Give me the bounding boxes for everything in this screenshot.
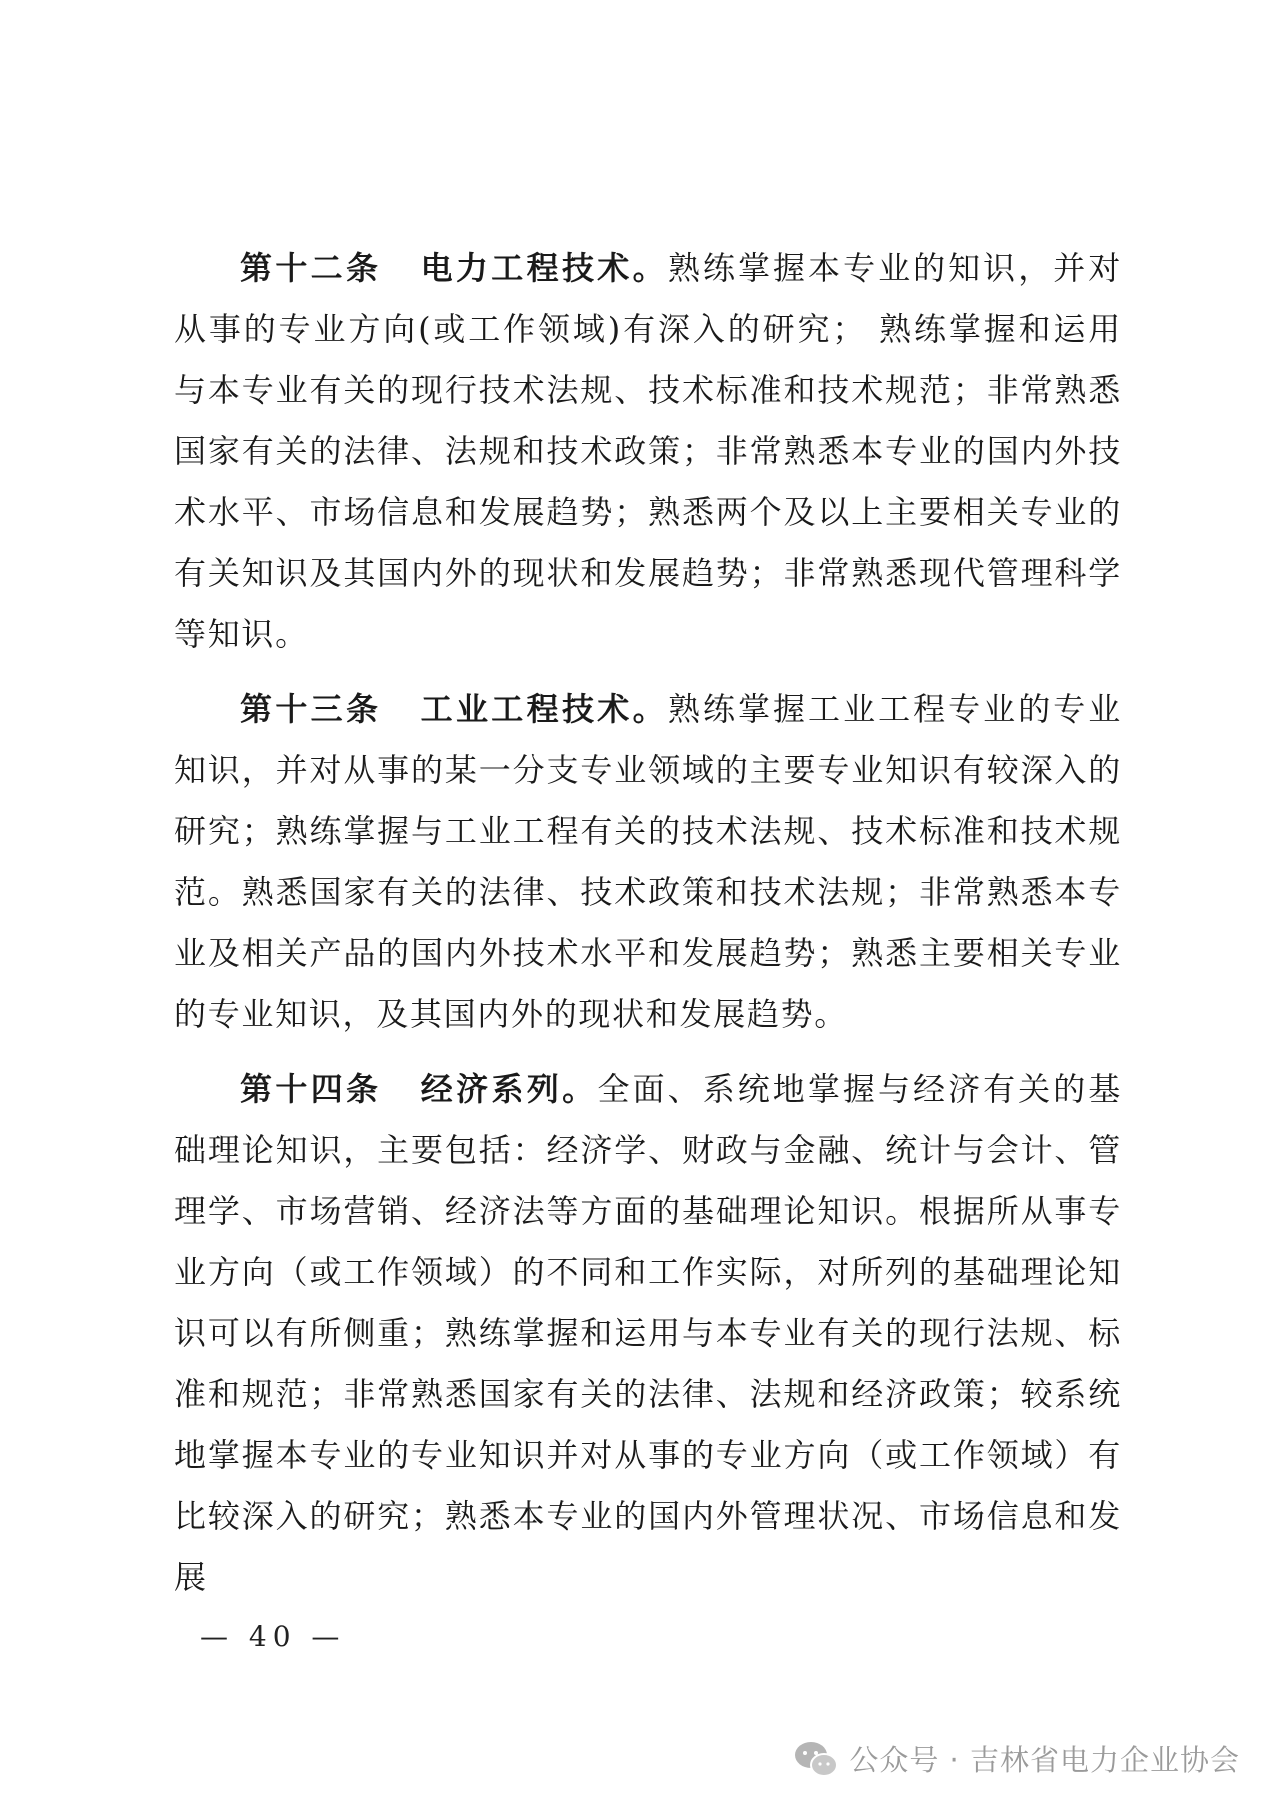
article-title: 电力工程技术。 (419, 249, 668, 287)
article-number: 第十二条 (240, 249, 382, 287)
article-text: 熟练掌握本专业的知识，并对从事的专业方向(或工作领域)有深入的研究； 熟练掌握和运用与本专业有关的现行技术法规、技术标准和技术规范；非常熟悉国家有关的法律、法规和技术政策；非常熟悉本专业的国内外技术水平、市场信息和发展趋势；熟悉两个及以上主要相关专业的有关知识及其国内外的现状和发展趋势；非常熟悉现代管理科学等知识。 (174, 249, 1122, 653)
article-number: 第十四条 (240, 1070, 382, 1108)
article-title: 工业工程技术。 (419, 690, 668, 728)
article-12 (174, 238, 1122, 665)
watermark (793, 1738, 1240, 1779)
article-number: 第十三条 (240, 690, 382, 728)
article-title: 经济系列。 (419, 1070, 598, 1108)
article-text: 全面、系统地掌握与经济有关的基础理论知识，主要包括：经济学、财政与金融、统计与会计、管理学、市场营销、经济法等方面的基础理论知识。根据所从事专业方向（或工作领域）的不同和工作实际，对所列的基础理论知识可以有所侧重；熟练掌握和运用与本专业有关的现行法规、标准和规范；非常熟悉国家有关的法律、法规和经济政策；较系统地掌握本专业的专业知识并对从事的专业方向（或工作领域）有比较深入的研究；熟悉本专业的国内外管理状况、市场信息和发展 (174, 1070, 1122, 1596)
document-body (174, 238, 1122, 1622)
page-number: — 40 — (200, 1620, 346, 1653)
article-14 (174, 1059, 1122, 1608)
article-13 (174, 679, 1122, 1045)
wechat-icon (793, 1740, 839, 1778)
watermark-text: 公众号 · 吉林省电力企业协会 (849, 1743, 1240, 1777)
article-text: 熟练掌握工业工程专业的专业知识，并对从事的某一分支专业领域的主要专业知识有较深入的研究；熟练掌握与工业工程有关的技术法规、技术标准和技术规范。熟悉国家有关的法律、技术政策和技术法规；非常熟悉本专业及相关产品的国内外技术水平和发展趋势；熟悉主要相关专业的专业知识，及其国内外的现状和发展趋势。 (174, 690, 1122, 1033)
